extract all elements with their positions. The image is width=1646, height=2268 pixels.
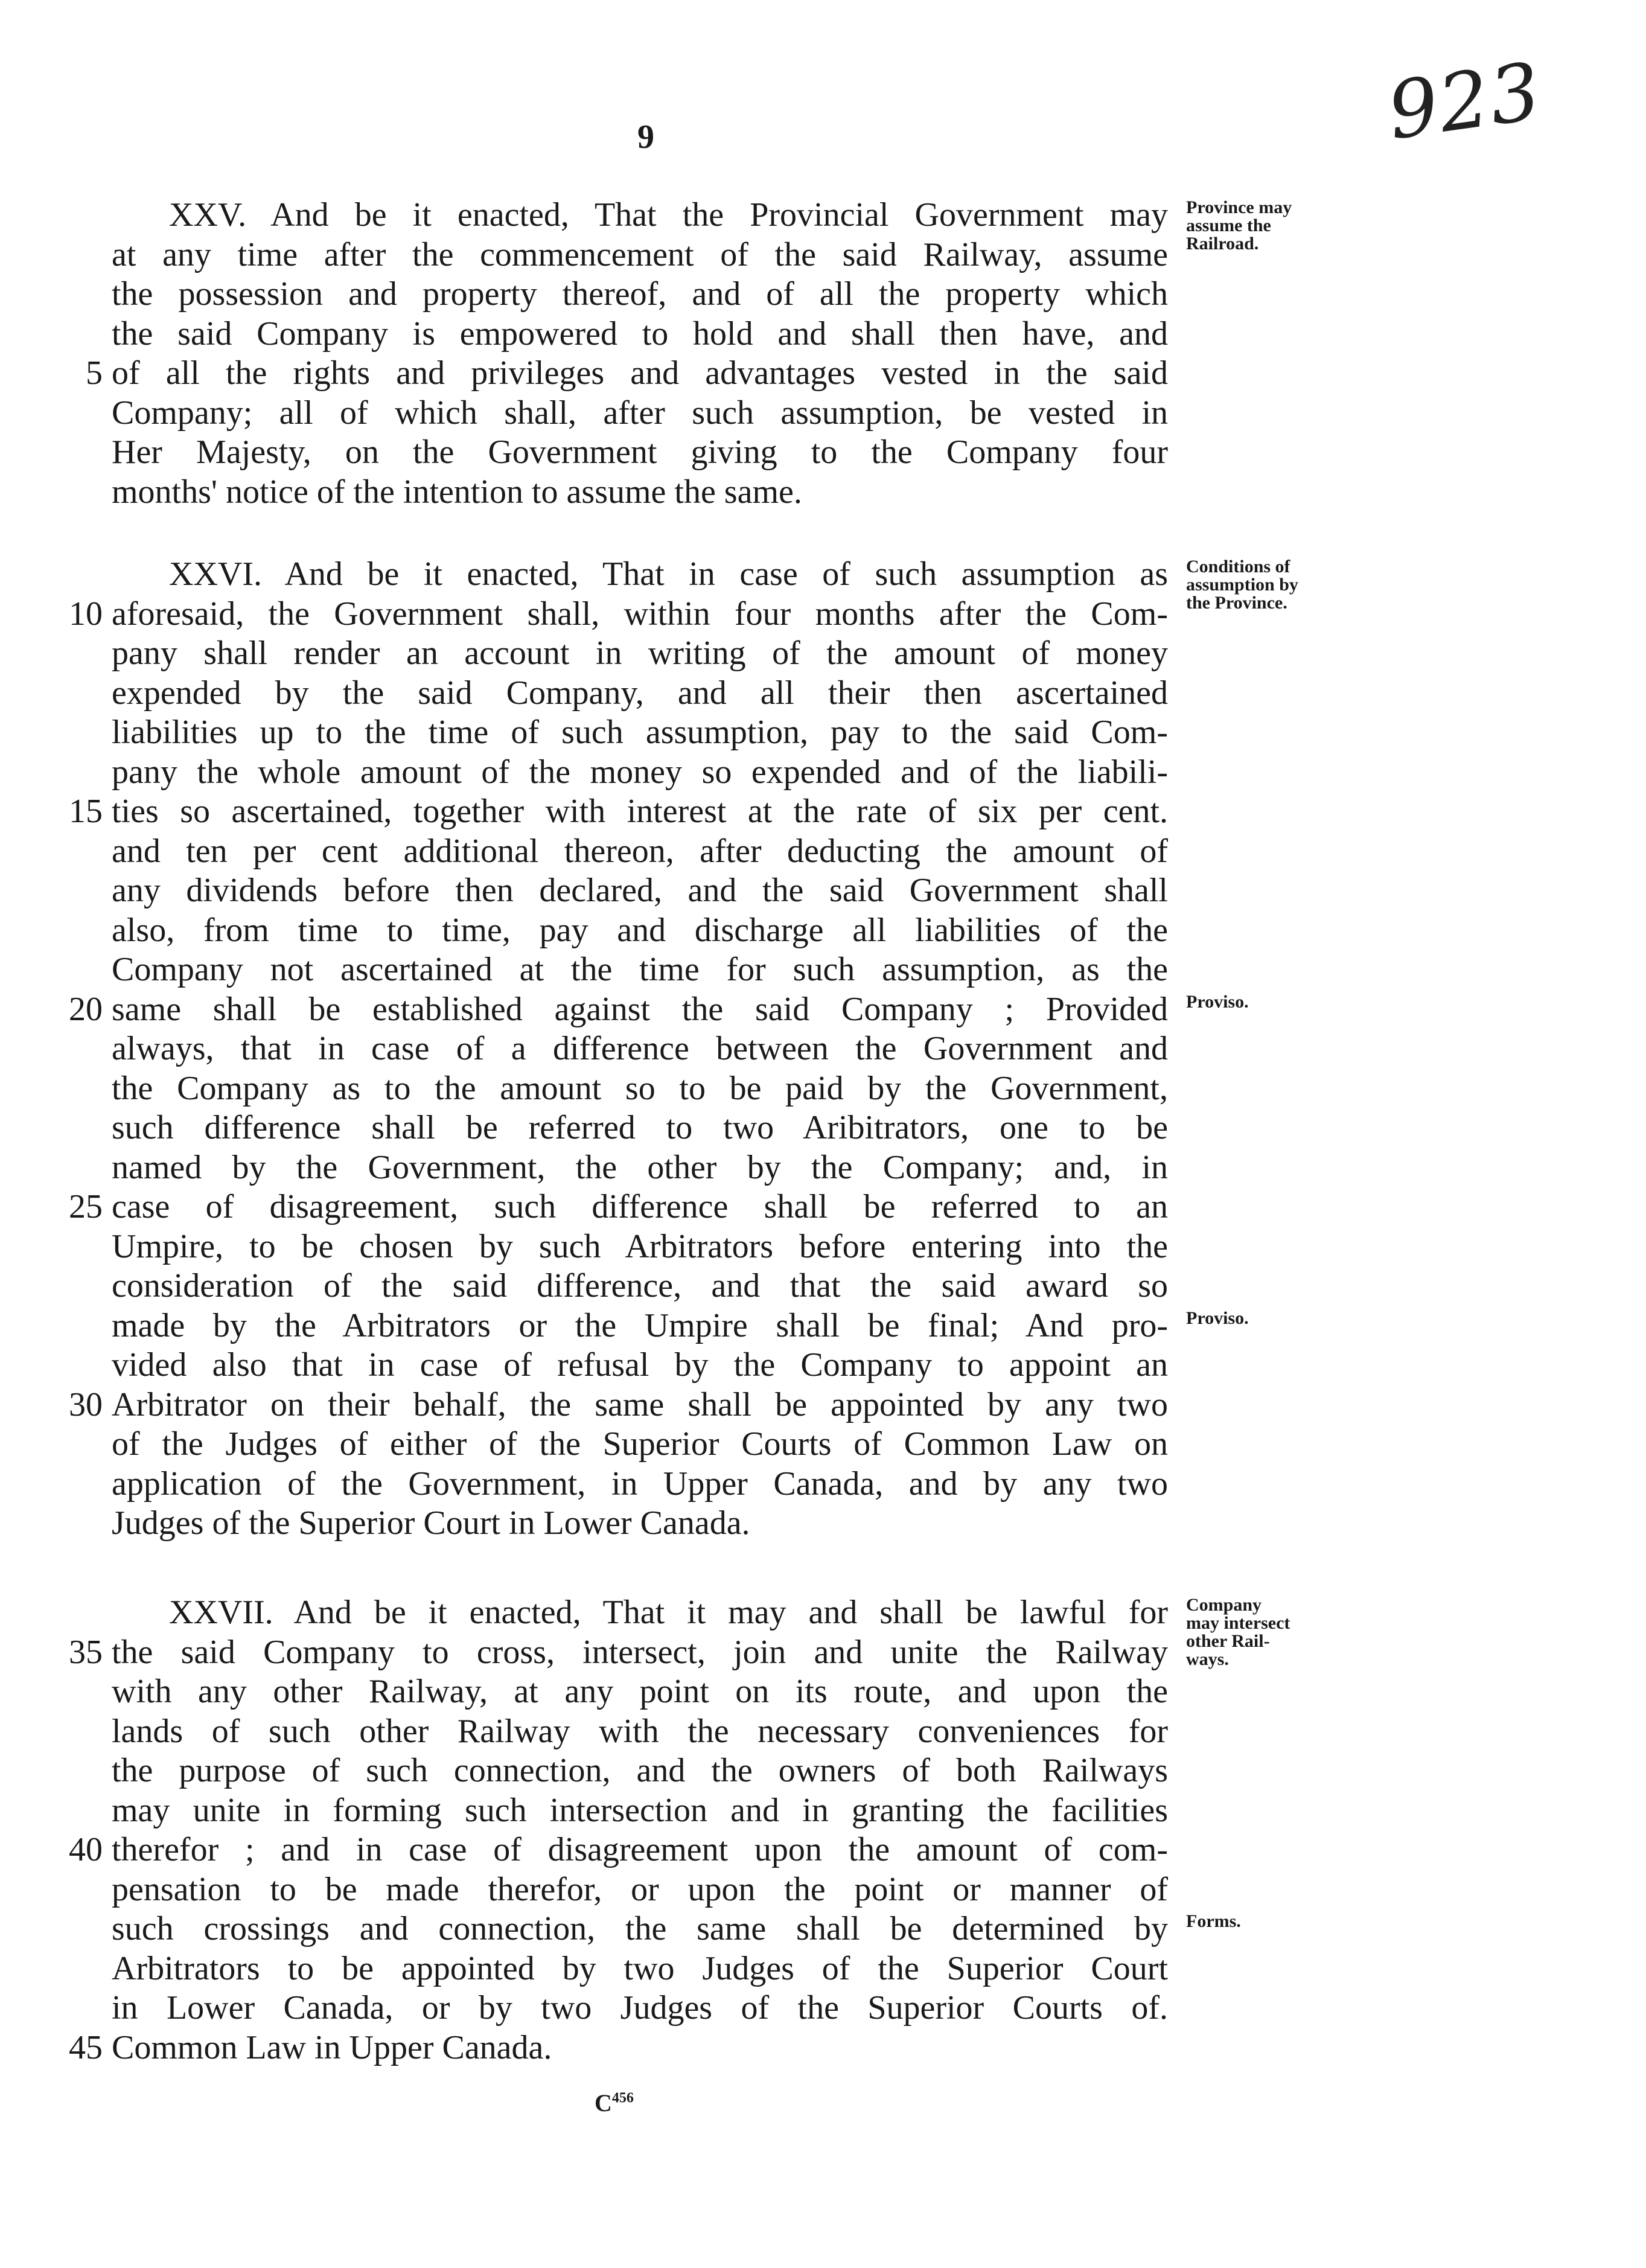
body-text-line: Company; all of which shall, after such assumption, be vested in bbox=[112, 394, 1168, 432]
marginal-note: assumption by bbox=[1186, 575, 1298, 595]
line-number: 40 bbox=[69, 1831, 103, 1868]
body-text-line: pany shall render an account in writing of the amount of money bbox=[112, 634, 1168, 672]
body-text-line: lands of such other Railway with the necessary conveniences for bbox=[112, 1712, 1168, 1750]
marginal-note: Forms. bbox=[1186, 1911, 1241, 1931]
signature-number: 456 bbox=[611, 2090, 634, 2106]
body-text-line: the Company as to the amount so to be paid by the Government, bbox=[112, 1069, 1168, 1107]
body-text-line: Umpire, to be chosen by such Arbitrators before entering into the bbox=[112, 1227, 1168, 1265]
body-text-line: such crossings and connection, the same shall be determined by bbox=[112, 1910, 1168, 1947]
body-text-line: aforesaid, the Government shall, within four months after the Com- bbox=[112, 595, 1168, 633]
body-text-line: any dividends before then declared, and the said Government shall bbox=[112, 872, 1168, 909]
line-number: 10 bbox=[69, 595, 103, 633]
body-text-line: the possession and property thereof, and of all the property which bbox=[112, 275, 1168, 313]
body-text-line: Arbitrators to be appointed by two Judges of the Superior Court bbox=[112, 1949, 1168, 1987]
body-text-line: pensation to be made therefor, or upon the point or manner of bbox=[112, 1870, 1168, 1908]
line-number: 30 bbox=[69, 1385, 103, 1423]
body-text-line: Her Majesty, on the Government giving to the Company four bbox=[112, 433, 1168, 471]
page-number: 9 bbox=[637, 118, 654, 156]
body-text-line: such difference shall be referred to two Aribitrators, one to be bbox=[112, 1109, 1168, 1146]
marginal-note: Proviso. bbox=[1186, 1308, 1249, 1328]
body-text-line: in Lower Canada, or by two Judges of the Superior Courts of. bbox=[112, 1989, 1168, 2027]
handwritten-folio-number: 923 bbox=[1382, 45, 1547, 158]
body-text-line: application of the Government, in Upper Canada, and by any two bbox=[112, 1465, 1168, 1503]
body-text-line: expended by the said Company, and all their then ascertained bbox=[112, 674, 1168, 712]
body-text-line: also, from time to time, pay and discharge all liabilities of the bbox=[112, 911, 1168, 949]
body-text-line: the said Company is empowered to hold and shall then have, and bbox=[112, 315, 1168, 353]
body-text-line: always, that in case of a difference between the Government and bbox=[112, 1030, 1168, 1067]
line-number: 25 bbox=[69, 1188, 103, 1225]
line-number: 5 bbox=[86, 354, 103, 392]
body-text-line: consideration of the said difference, and that the said award so bbox=[112, 1267, 1168, 1305]
marginal-note: assume the bbox=[1186, 216, 1271, 235]
body-text-line: liabilities up to the time of such assumption, pay to the said Com- bbox=[112, 714, 1168, 751]
line-number: 20 bbox=[69, 990, 103, 1028]
body-text-line: Common Law in Upper Canada. bbox=[112, 2028, 552, 2066]
marginal-note: Province may bbox=[1186, 197, 1292, 217]
body-text-line: ties so ascertained, together with interest at the rate of six per cent. bbox=[112, 793, 1168, 830]
marginal-note: other Rail- bbox=[1186, 1631, 1270, 1651]
body-text-line: vided also that in case of refusal by the Company to appoint an bbox=[112, 1346, 1168, 1384]
body-text-line: Judges of the Superior Court in Lower Canada. bbox=[112, 1504, 750, 1542]
body-text-line: the purpose of such connection, and the owners of both Railways bbox=[112, 1752, 1168, 1789]
body-text-line: pany the whole amount of the money so expended and of the liabili- bbox=[112, 753, 1168, 791]
body-text-line: same shall be established against the said Company ; Provided bbox=[112, 990, 1168, 1028]
body-text-line: of all the rights and privileges and advantages vested in the said bbox=[112, 354, 1168, 392]
marginal-note: the Province. bbox=[1186, 593, 1287, 613]
section-heading-line: XXV. And be it enacted, That the Provincial Government may bbox=[169, 196, 1168, 234]
line-number: 35 bbox=[69, 1633, 103, 1671]
body-text-line: named by the Government, the other by the Company; and, in bbox=[112, 1148, 1168, 1186]
body-text-line: Company not ascertained at the time for such assumption, as the bbox=[112, 951, 1168, 988]
body-text-line: with any other Railway, at any point on its route, and upon the bbox=[112, 1673, 1168, 1710]
body-text-line: and ten per cent additional thereon, after deducting the amount of bbox=[112, 832, 1168, 870]
marginal-note: Proviso. bbox=[1186, 991, 1249, 1012]
signature-letter: C bbox=[595, 2089, 612, 2116]
section-heading-line: XXVII. And be it enacted, That it may and shall be lawful for bbox=[169, 1594, 1168, 1631]
marginal-note: may intersect bbox=[1186, 1613, 1290, 1633]
body-text-line: the said Company to cross, intersect, join and unite the Railway bbox=[112, 1633, 1168, 1671]
body-text-line: case of disagreement, such difference shall be referred to an bbox=[112, 1188, 1168, 1225]
line-number: 45 bbox=[69, 2028, 103, 2066]
body-text-line: at any time after the commencement of the said Railway, assume bbox=[112, 235, 1168, 273]
body-text-line: Arbitrator on their behalf, the same shall be appointed by any two bbox=[112, 1385, 1168, 1423]
marginal-note: ways. bbox=[1186, 1649, 1229, 1669]
marginal-note: Conditions of bbox=[1186, 557, 1290, 577]
line-number: 15 bbox=[69, 793, 103, 830]
marginal-note: Railroad. bbox=[1186, 234, 1259, 254]
marginal-note: Company bbox=[1186, 1595, 1262, 1615]
section-heading-line: XXVI. And be it enacted, That in case of such assumption as bbox=[169, 555, 1168, 593]
body-text-line: of the Judges of either of the Superior Courts of Common Law on bbox=[112, 1425, 1168, 1463]
body-text-line: made by the Arbitrators or the Umpire shall be final; And pro- bbox=[112, 1306, 1168, 1344]
body-text-line: therefor ; and in case of disagreement upon the amount of com- bbox=[112, 1831, 1168, 1868]
printer-signature-mark bbox=[595, 2089, 634, 2117]
body-text-line: may unite in forming such intersection and in granting the facilities bbox=[112, 1791, 1168, 1829]
body-text-line: months' notice of the intention to assume the same. bbox=[112, 473, 802, 511]
